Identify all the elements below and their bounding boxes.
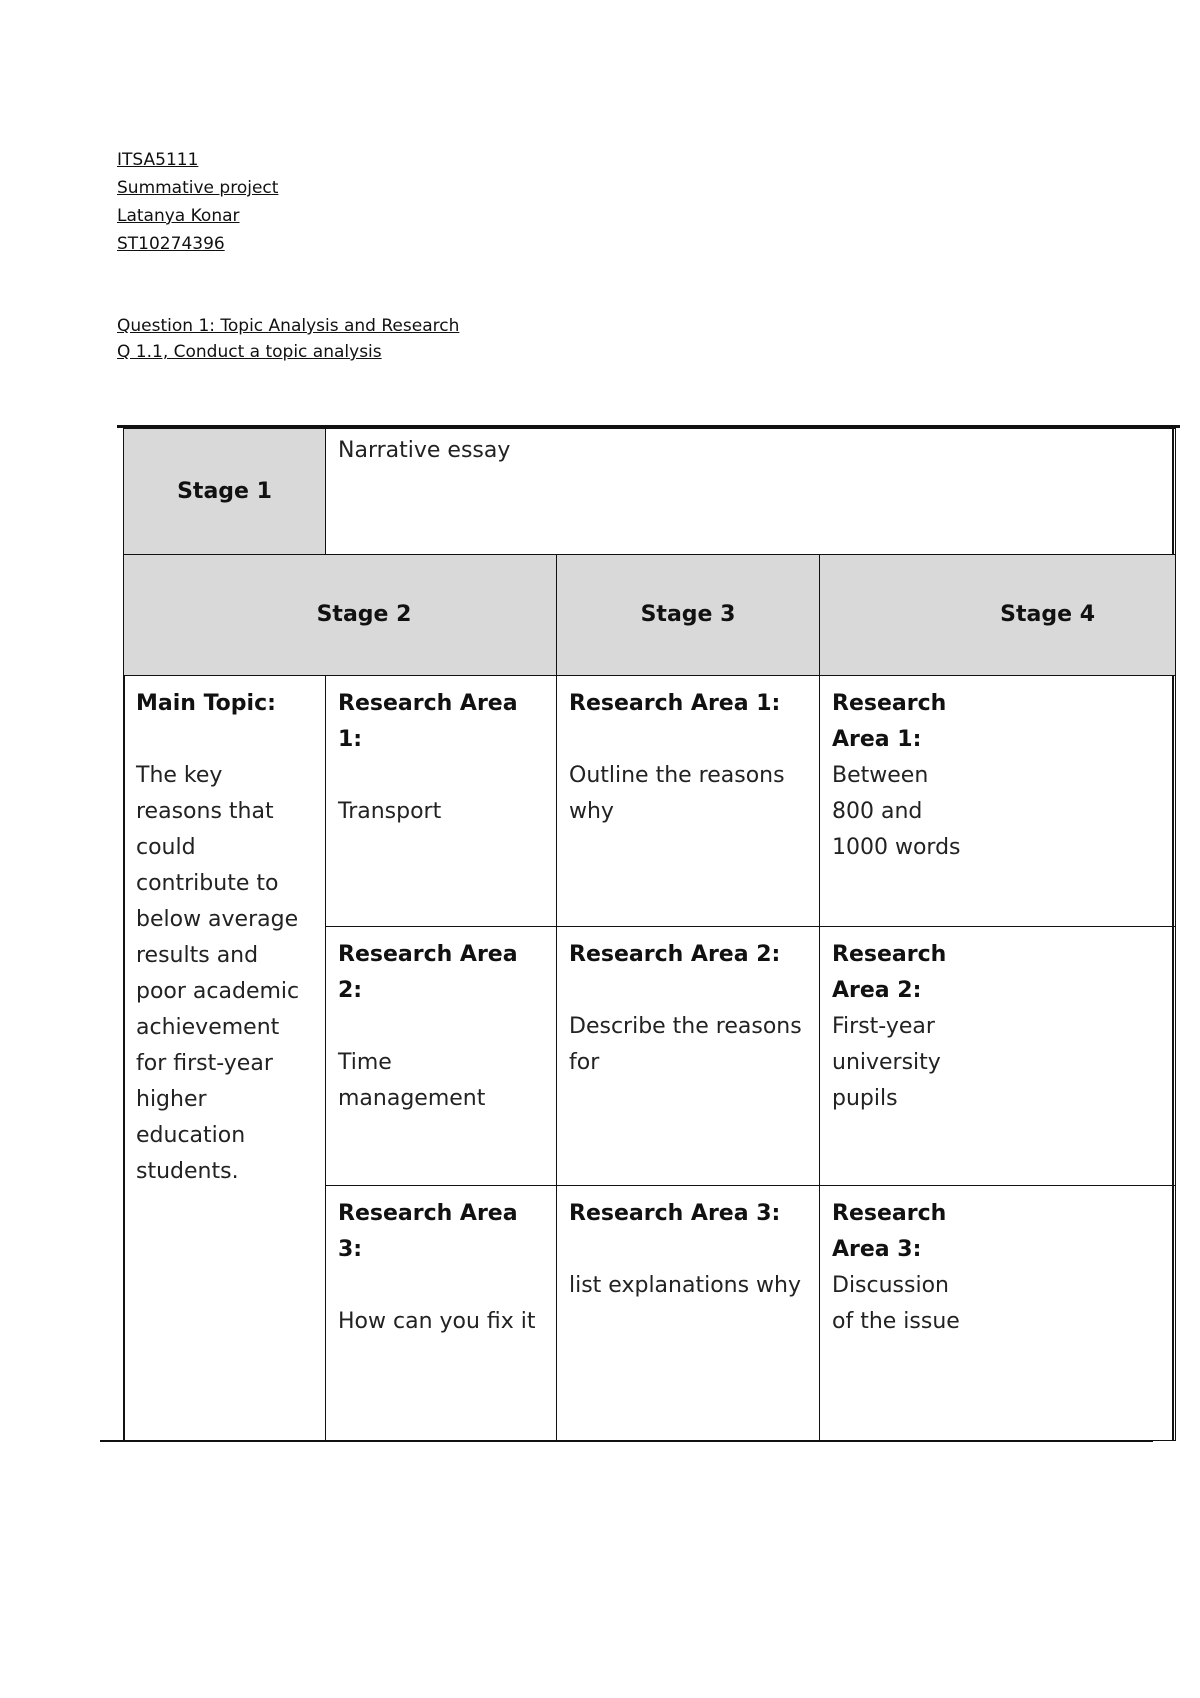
topic-analysis-table bbox=[123, 428, 1174, 1441]
research-area-label: Research Area 2: bbox=[832, 942, 947, 1003]
stage3-research-area-2 bbox=[556, 926, 820, 1186]
research-area-text: Transport bbox=[338, 799, 442, 824]
research-area-text: How can you fix it bbox=[338, 1309, 536, 1334]
research-area-text: Describe the reasons for bbox=[569, 1014, 802, 1075]
stage4-header-cell bbox=[819, 554, 1176, 676]
research-area-text: Time management bbox=[338, 1050, 486, 1111]
subquestion-heading: Q 1.1, Conduct a topic analysis bbox=[117, 342, 382, 362]
stage4-research-area-2 bbox=[819, 926, 1176, 1186]
stage1-value-cell bbox=[325, 428, 1176, 555]
research-area-text: Discussion of the issue bbox=[832, 1273, 960, 1334]
project-title: Summative project bbox=[117, 178, 279, 198]
stage2-research-area-1 bbox=[325, 675, 557, 927]
research-area-text: Outline the reasons why bbox=[569, 763, 785, 824]
main-topic-label: Main Topic: bbox=[136, 691, 276, 716]
student-number: ST10274396 bbox=[117, 234, 225, 254]
stage3-label: Stage 3 bbox=[640, 602, 736, 627]
research-area-text: list explanations why bbox=[569, 1273, 802, 1298]
stage2-header-cell bbox=[123, 554, 557, 676]
research-area-text: Between 800 and 1000 words bbox=[832, 763, 961, 860]
stage4-research-area-1 bbox=[819, 675, 1176, 927]
table-bottom-rule bbox=[100, 1440, 1153, 1442]
stage3-research-area-3 bbox=[556, 1185, 820, 1441]
main-topic-text: The key reasons that could contribute to below average results and poor academic achievement for first-year higher education students. bbox=[136, 763, 300, 1184]
stage2-research-area-2 bbox=[325, 926, 557, 1186]
question-heading: Question 1: Topic Analysis and Research bbox=[117, 316, 460, 336]
research-area-label: Research Area 3: bbox=[832, 1201, 947, 1262]
stage3-header-cell bbox=[556, 554, 820, 676]
research-area-label: Research Area 3: bbox=[338, 1201, 518, 1262]
student-name: Latanya Konar bbox=[117, 206, 240, 226]
main-topic-cell bbox=[123, 675, 326, 1441]
stage1-label: Stage 1 bbox=[177, 478, 272, 504]
stage3-research-area-1 bbox=[556, 675, 820, 927]
stage2-research-area-3 bbox=[325, 1185, 557, 1441]
stage1-value: Narrative essay bbox=[338, 438, 511, 463]
research-area-label: Research Area 2: bbox=[338, 942, 518, 1003]
stage4-research-area-3 bbox=[819, 1185, 1176, 1441]
research-area-label: Research Area 2: bbox=[569, 942, 781, 967]
research-area-label: Research Area 1: bbox=[832, 691, 947, 752]
research-area-label: Research Area 3: bbox=[569, 1201, 781, 1226]
research-area-text: First-year university pupils bbox=[832, 1014, 941, 1111]
research-area-label: Research Area 1: bbox=[569, 691, 781, 716]
course-code: ITSA5111 bbox=[117, 150, 199, 170]
stage1-label-cell bbox=[123, 428, 326, 555]
stage4-label: Stage 4 bbox=[1000, 602, 1095, 627]
stage2-label: Stage 2 bbox=[316, 602, 412, 627]
research-area-label: Research Area 1: bbox=[338, 691, 518, 752]
